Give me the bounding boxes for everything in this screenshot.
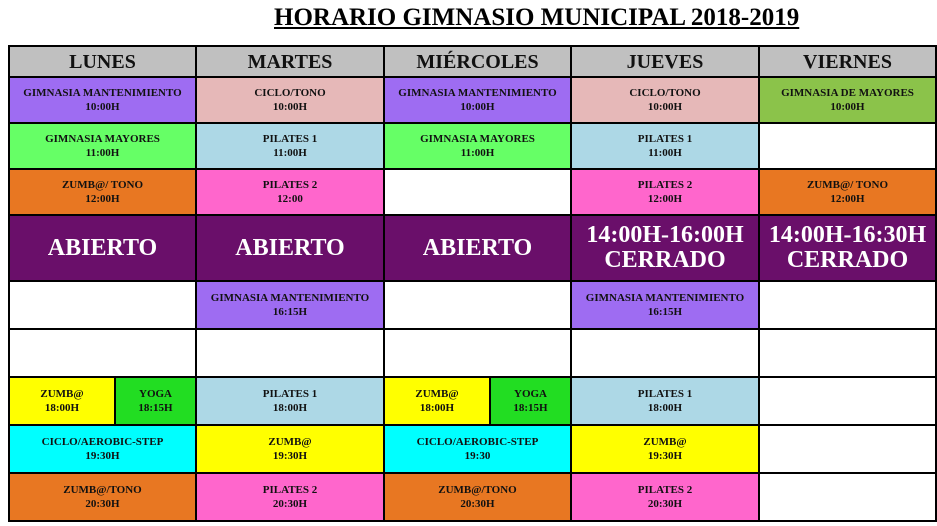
empty-cell [760,378,937,426]
schedule-row [10,282,937,330]
page-title: HORARIO GIMNASIO MUNICIPAL 2018-2019 [274,4,800,31]
class-cell[interactable] [10,378,116,426]
class-time: 20:30H [460,498,495,510]
empty-cell [760,282,937,330]
class-name: PILATES 1 [262,388,318,400]
class-name: PILATES 2 [637,179,693,191]
class-cell[interactable] [385,78,572,124]
class-name: CICLO/TONO [254,87,326,99]
class-name: PILATES 2 [637,484,693,496]
class-name: ZUMB@/TONO [63,484,142,496]
class-cell[interactable] [385,474,572,522]
class-time: 11:00H [85,147,120,159]
class-cell[interactable] [572,378,760,426]
schedule-row [10,78,937,124]
status-text: ABIERTO [47,234,158,261]
class-time: 18:00H [272,402,308,414]
class-time: 16:15H [272,306,308,318]
class-cell[interactable] [760,78,937,124]
day-header: MIÉRCOLES [385,45,572,78]
day-header: LUNES [10,45,197,78]
split-cell [385,378,572,426]
schedule-row [10,426,937,474]
class-name: YOGA [139,388,172,400]
class-cell[interactable] [572,170,760,216]
class-time: 18:00H [647,402,683,414]
class-time: 19:30H [272,450,308,462]
class-name: GIMNASIA MANTENIMIENTO [210,292,370,304]
status-cell [385,216,572,282]
class-cell[interactable] [572,282,760,330]
class-name: PILATES 2 [262,179,318,191]
class-time: 18:00H [419,402,455,414]
class-time: 10:00H [460,101,495,113]
status-cell [10,216,197,282]
empty-cell [10,282,197,330]
class-name: ZUMB@ [643,436,687,448]
class-time: 12:00H [830,193,865,205]
class-cell[interactable] [197,378,385,426]
empty-cell [385,330,572,378]
status-text: 14:00H-16:00H [586,222,744,248]
class-name: CICLO/AEROBIC-STEP [41,436,164,448]
status-cell [760,216,937,282]
empty-cell [760,426,937,474]
schedule-row [10,170,937,216]
class-name: ZUMB@/ TONO [806,179,889,191]
empty-cell [10,330,197,378]
class-time: 19:30H [647,450,683,462]
class-cell[interactable] [10,124,197,170]
class-cell[interactable] [116,378,197,426]
class-name: PILATES 2 [262,484,318,496]
empty-cell [760,474,937,522]
empty-cell [197,330,385,378]
schedule-row [10,378,937,426]
class-name: YOGA [514,388,547,400]
class-time: 12:00H [85,193,120,205]
class-name: CICLO/TONO [629,87,701,99]
class-cell[interactable] [10,426,197,474]
class-name: GIMNASIA MAYORES [45,133,160,145]
class-time: 12:00 [277,193,303,205]
header-row [10,45,937,78]
split-cell [10,378,197,426]
class-time: 18:00H [44,402,80,414]
class-cell[interactable] [10,474,197,522]
class-cell[interactable] [385,426,572,474]
class-cell[interactable] [197,78,385,124]
class-cell[interactable] [10,170,197,216]
status-cell [197,216,385,282]
schedule-table [8,45,937,522]
class-time: 18:15H [513,402,548,414]
class-time: 19:30H [85,450,120,462]
class-name: GIMNASIA DE MAYORES [781,87,914,99]
class-time: 10:00H [272,101,308,113]
empty-cell [572,330,760,378]
class-time: 16:15H [647,306,683,318]
day-header: MARTES [197,45,385,78]
class-name: ZUMB@/TONO [438,484,517,496]
class-name: ZUMB@ [40,388,84,400]
class-cell[interactable] [197,474,385,522]
empty-cell [385,282,572,330]
status-text: ABIERTO [235,234,345,261]
class-cell[interactable] [491,378,572,426]
day-header: JUEVES [572,45,760,78]
class-cell[interactable] [385,124,572,170]
empty-cell [385,170,572,216]
status-text: 14:00H-16:30H [768,222,927,248]
class-name: ZUMB@ [415,388,459,400]
class-time: 11:00H [273,147,307,159]
class-cell[interactable] [572,426,760,474]
schedule-row [10,216,937,282]
class-time: 10:00H [647,101,683,113]
class-time: 20:30H [647,498,683,510]
class-cell[interactable] [10,78,197,124]
class-name: CICLO/AEROBIC-STEP [416,436,539,448]
status-cell [572,216,760,282]
class-cell[interactable] [197,282,385,330]
schedule-row [10,330,937,378]
schedule-row [10,474,937,522]
class-cell[interactable] [197,124,385,170]
class-time: 20:30H [272,498,308,510]
empty-cell [760,124,937,170]
day-header: VIERNES [760,45,937,78]
class-name: PILATES 1 [262,133,318,145]
class-cell[interactable] [572,124,760,170]
schedule-row [10,124,937,170]
class-name: PILATES 1 [637,133,693,145]
class-name: GIMNASIA MAYORES [420,133,535,145]
class-time: 19:30 [464,450,491,462]
empty-cell [760,330,937,378]
class-name: GIMNASIA MANTENIMIENTO [585,292,745,304]
class-cell[interactable] [197,426,385,474]
class-cell[interactable] [385,378,491,426]
class-cell[interactable] [572,474,760,522]
status-text: CERRADO [604,247,726,273]
class-name: GIMNASIA MANTENIMIENTO [398,87,557,99]
class-name: GIMNASIA MANTENIMIENTO [23,87,182,99]
class-time: 11:00H [460,147,495,159]
class-time: 11:00H [648,147,682,159]
status-text: CERRADO [786,247,909,273]
class-time: 10:00H [830,101,865,113]
class-time: 18:15H [138,402,173,414]
class-cell[interactable] [760,170,937,216]
class-name: PILATES 1 [637,388,693,400]
class-time: 20:30H [85,498,120,510]
class-name: ZUMB@ [268,436,312,448]
status-text: ABIERTO [422,234,533,261]
class-cell[interactable] [572,78,760,124]
class-cell[interactable] [197,170,385,216]
class-name: ZUMB@/ TONO [61,179,144,191]
class-time: 12:00H [647,193,683,205]
class-time: 10:00H [85,101,120,113]
